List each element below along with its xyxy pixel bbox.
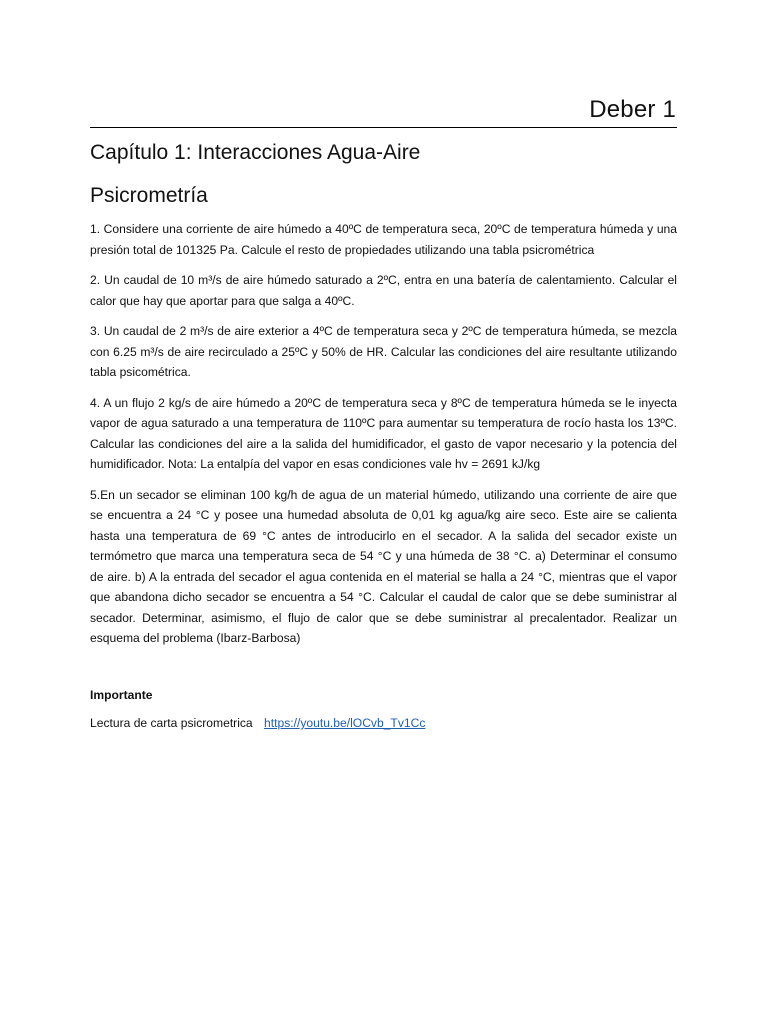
problem-list <box>90 219 677 659</box>
chapter-title: Capítulo 1: Interacciones Agua-Aire <box>90 141 421 164</box>
problem-3: 3. Un caudal de 2 m³/s de aire exterior a 4ºC de temperatura seca y 2ºC de temperatura húmeda, se mezcla con 6.25 m³/s de aire recirculado a 25ºC y 50% de HR. Calcular las condiciones del aire resultante utilizando tabla psicométrica. <box>90 324 677 379</box>
problem-5: 5.En un secador se eliminan 100 kg/h de agua de un material húmedo, utilizando una corriente de aire que se encuentra a 24 °C y posee una humedad absoluta de 0,01 kg agua/kg aire seco. Este aire se calienta hasta una temperatura de 69 °C antes de introducirlo en el secador. A la salida del secador existe un termómetro que marca una temperatura seca de 54 °C y una húmeda de 38 °C. a) Determinar el consumo de aire. b) A la entrada del secador el agua contenida en el material se halla a 24 °C, mientras que el vapor que abandona dicho secador se encuentra a 54 °C. Calcular el caudal de calor que se debe suministrar al secador. Determinar, asimismo, el flujo de calor que se debe suministrar al precalentador. Realizar un esquema del problema (Ibarz-Barbosa) <box>90 487 677 645</box>
important-label: Importante <box>90 688 153 702</box>
header-divider <box>90 127 677 128</box>
reference-line <box>90 716 425 730</box>
problem-1: 1. Considere una corriente de aire húmedo a 40ºC de temperatura seca, 20ºC de temperatura húmeda y una presión total de 101325 Pa. Calcule el resto de propiedades utilizando una tabla psicrométrica <box>90 222 677 257</box>
problem-4: 4. A un flujo 2 kg/s de aire húmedo a 20ºC de temperatura seca y 8ºC de temperatura húmeda se le inyecta vapor de agua saturado a una temperatura de 110ºC para aumentar su temperatura de rocío hasta los 13ºC. Calcular las condiciones del aire a la salida del humidificador, el gasto de vapor necesario y la potencia del humidificador. Nota: La entalpía del vapor en esas condiciones vale hv = 2691 kJ/kg <box>90 395 677 471</box>
document-header-title: Deber 1 <box>589 96 676 123</box>
reference-text: Lectura de carta psicrometrica <box>90 716 253 730</box>
section-title: Psicrometría <box>90 184 208 207</box>
video-link[interactable]: https://youtu.be/lOCvb_Tv1Cc <box>264 716 426 730</box>
problem-2: 2. Un caudal de 10 m³/s de aire húmedo saturado a 2ºC, entra en una batería de calentamiento. Calcular el calor que hay que aportar para que salga a 40ºC. <box>90 273 677 308</box>
